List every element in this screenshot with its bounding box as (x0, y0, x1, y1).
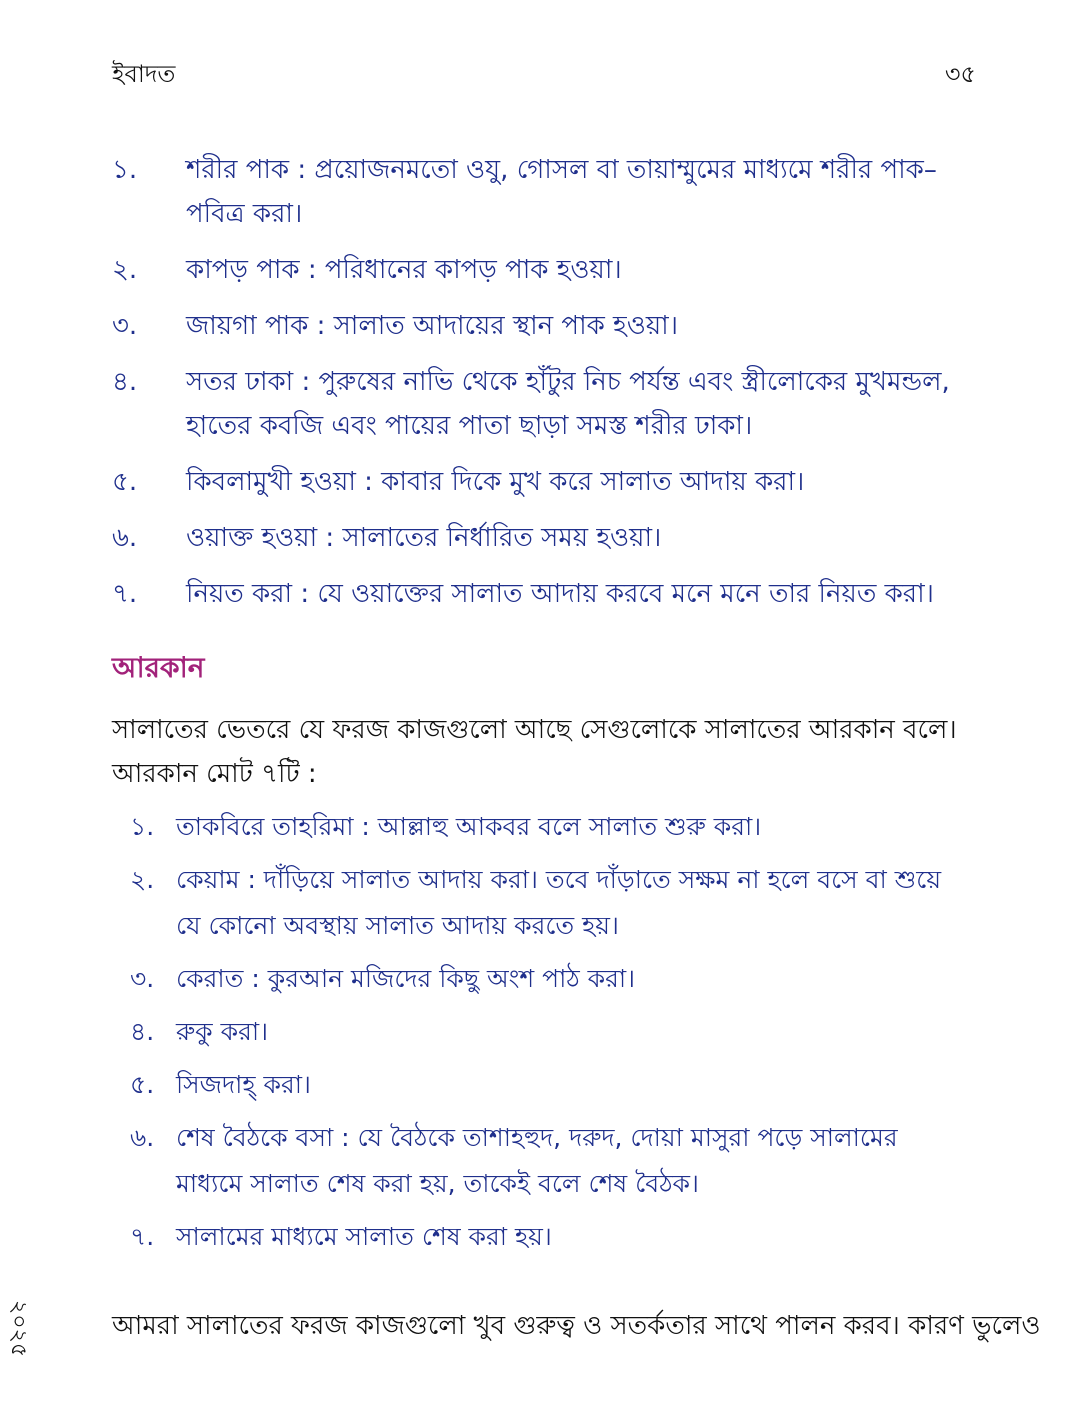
item-text: শেষ বৈঠকে বসা : যে বৈঠকে তাশাহহুদ, দরুদ, দোয়া মাসুরা পড়ে সালামের মাধ্যমে সালাত শেষ করা হয়, তাকেই বলে শেষ বৈঠক। (176, 1123, 898, 1198)
item-number: ৪. (112, 367, 138, 397)
item-number: ১. (112, 155, 138, 185)
item-text: রুকু করা। (176, 1017, 269, 1046)
item-number: ৭. (112, 579, 138, 609)
item-number: ১. (130, 812, 155, 841)
list-item (112, 460, 992, 504)
list-item (112, 248, 992, 292)
item-text: কেরাত : কুরআন মজিদের কিছু অংশ পাঠ করা। (176, 964, 636, 993)
section-heading-arkan: আরকান (112, 651, 205, 684)
item-number: ২. (112, 255, 138, 285)
arkan-intro: সালাতের ভেতরে যে ফরজ কাজগুলো আছে সেগুলোকে সালাতের আরকান বলে। আরকান মোট ৭টি : (112, 715, 957, 789)
item-text: নিয়ত করা : যে ওয়াক্তের সালাত আদায় করবে মনে মনে তার নিয়ত করা। (186, 579, 934, 609)
list-item (130, 956, 950, 1002)
item-number: ৭. (130, 1222, 155, 1251)
item-number: ৫. (112, 467, 138, 497)
item-text: কিবলামুখী হওয়া : কাবার দিকে মুখ করে সালাত আদায় করা। (186, 467, 805, 497)
list-item (112, 304, 992, 348)
list-item (112, 516, 992, 560)
item-number: ৪. (130, 1017, 155, 1046)
list-item (130, 1009, 950, 1055)
item-text: কাপড় পাক : পরিধানের কাপড় পাক হওয়া। (186, 255, 622, 285)
item-text: সালামের মাধ্যমে সালাত শেষ করা হয়। (176, 1222, 552, 1251)
item-text: কেয়াম : দাঁড়িয়ে সালাত আদায় করা। তবে দাঁড়াতে সক্ষম না হলে বসে বা শুয়ে যে কোনো অবস্থায় সালাত আদায় করতে হয়। (176, 865, 942, 940)
footer-paragraph: আমরা সালাতের ফরজ কাজগুলো খুব গুরুত্ব ও সতর্কতার সাথে পালন করব। কারণ ভুলেও (112, 1311, 1041, 1341)
item-text: সতর ঢাকা : পুরুষের নাভি থেকে হাঁটুর নিচ পর্যন্ত এবং স্ত্রীলোকের মুখমন্ডল, হাতের কবজি এবং পায়ের পাতা ছাড়া সমস্ত শরীর ঢাকা। (186, 367, 950, 441)
list-item (112, 360, 992, 448)
item-number: ৩. (112, 311, 138, 341)
side-year-mark: ২০২৫ (6, 1300, 31, 1358)
item-number: ৬. (130, 1123, 155, 1152)
item-number: ২. (130, 865, 155, 894)
list-item (130, 1062, 950, 1108)
chapter-title: ইবাদত (112, 60, 176, 88)
item-text: জায়গা পাক : সালাত আদায়ের স্থান পাক হওয়া। (186, 311, 679, 341)
item-text: তাকবিরে তাহরিমা : আল্লাহু আকবর বলে সালাত শুরু করা। (176, 812, 762, 841)
item-number: ৬. (112, 523, 138, 553)
list-item (130, 857, 950, 949)
item-number: ৫. (130, 1070, 155, 1099)
arkan-list (130, 804, 950, 1267)
list-item (130, 804, 950, 850)
list-item (130, 1115, 950, 1207)
page-number: ৩৫ (944, 60, 976, 88)
list-item (130, 1214, 950, 1260)
item-text: শরীর পাক : প্রয়োজনমতো ওযু, গোসল বা তায়াম্মুমের মাধ্যমে শরীর পাক–পবিত্র করা। (186, 155, 937, 229)
list-item (112, 148, 992, 236)
item-text: সিজদাহ্ করা। (176, 1070, 311, 1099)
conditions-list (112, 148, 992, 628)
item-number: ৩. (130, 964, 155, 993)
item-text: ওয়াক্ত হওয়া : সালাতের নির্ধারিত সময় হওয়া। (186, 523, 662, 553)
list-item (112, 572, 992, 616)
